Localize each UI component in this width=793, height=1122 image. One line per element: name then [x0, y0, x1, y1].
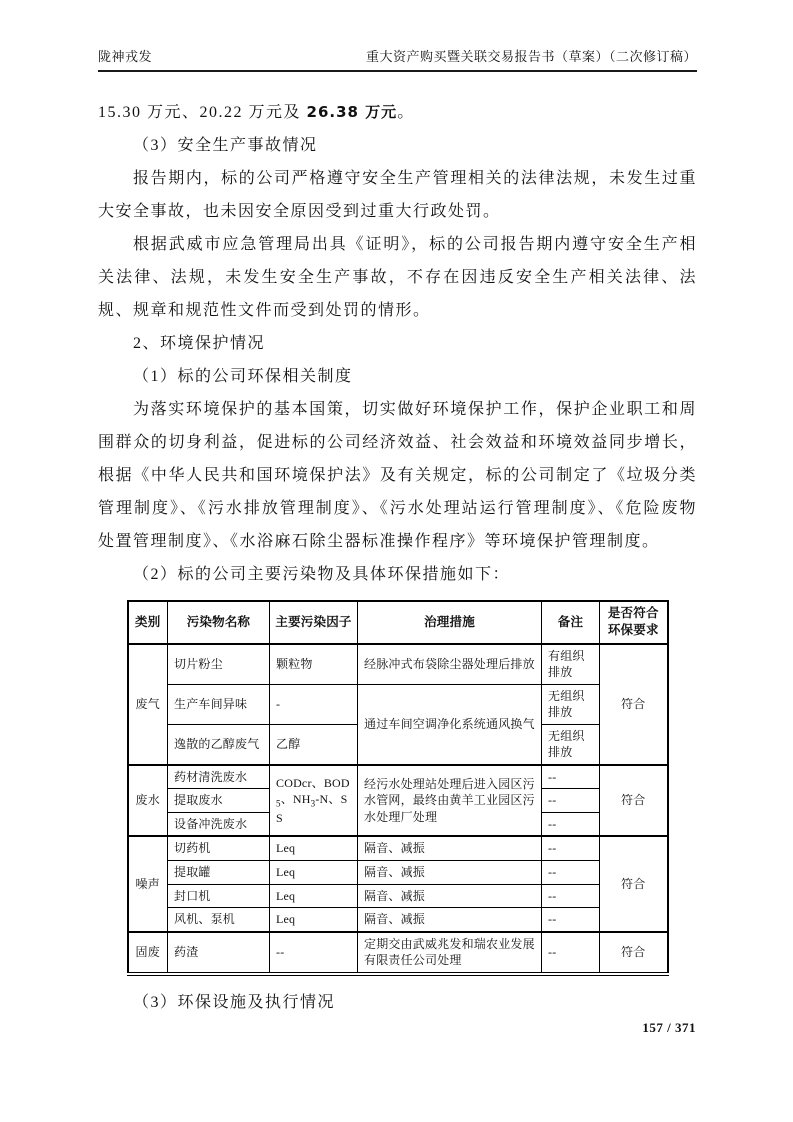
- paragraph-safety-1: 报告期内，标的公司严格遵守安全生产管理相关的法律法规，未发生过重大安全事故，也未因安全原因受到过重大行政处罚。: [98, 170, 697, 220]
- table-cell: --: [542, 884, 600, 908]
- document-body: [98, 96, 697, 1019]
- table-cell: 药渣: [168, 932, 270, 974]
- page-number: 157 / 371: [642, 1020, 696, 1035]
- table-cell: 设备冲洗废水: [168, 812, 270, 836]
- table-cell: 固废: [128, 932, 168, 974]
- table-cell: --: [542, 908, 600, 932]
- table-cell: 经污水处理站处理后进入园区污水管网，最终由黄羊工业园区污水处理厂处理: [358, 765, 542, 837]
- table-row: [128, 836, 668, 860]
- table-cell: --: [542, 860, 600, 884]
- table-cell: CODcr、$BOD_5$、$NH_3-N$、SS: [270, 765, 358, 837]
- table-cell: 封口机: [168, 884, 270, 908]
- table-cell: 经脉冲式布袋除尘器处理后排放: [358, 644, 542, 685]
- paragraph-safety-2: 根据武威市应急管理局出具《证明》，标的公司报告期内遵守安全生产相关法律、法规，未发生安全生产事故，不存在因违反安全生产相关法律、法规、规章和规范性文件而受到处罚的情形。: [98, 236, 697, 319]
- table-cell: 隔音、减振: [358, 884, 542, 908]
- table-cell: 无组织排放: [542, 684, 600, 724]
- table-header-row: [128, 601, 668, 644]
- table-cell: Leq: [270, 836, 358, 860]
- heading-env-facilities: （3）环保设施及执行情况: [133, 993, 336, 1011]
- table-cell: 隔音、减振: [358, 860, 542, 884]
- table-cell: --: [542, 812, 600, 836]
- table-cell: 定期交由武威兆发和瑞农业发展有限责任公司处理: [358, 932, 542, 974]
- table-row: [128, 765, 668, 789]
- amounts-period: 。: [397, 104, 415, 121]
- heading-environment: 2、环境保护情况: [133, 335, 266, 352]
- table-cell: --: [542, 836, 600, 860]
- table-cell: 有组织排放: [542, 644, 600, 685]
- table-cell: 废水: [128, 765, 168, 837]
- col-header-treatment: 治理措施: [358, 601, 542, 644]
- report-title: 重大资产购买暨关联交易报告书（草案）（二次修订稿）: [365, 49, 697, 64]
- col-header-category: 类别: [128, 601, 168, 644]
- table-cell: 符合: [600, 644, 668, 765]
- table-cell: 噪声: [128, 836, 168, 931]
- table-row: [128, 932, 668, 974]
- table-cell: 隔音、减振: [358, 836, 542, 860]
- heading-safety-accidents: （3）安全生产事故情况: [133, 137, 318, 154]
- table-cell: 药材清洗废水: [168, 765, 270, 789]
- table-cell: Leq: [270, 908, 358, 932]
- table-row: [128, 908, 668, 932]
- running-header: [98, 46, 697, 72]
- amounts-text: 15.30 万元、20.22 万元及: [98, 104, 307, 121]
- col-header-pollutant-name: 污染物名称: [168, 601, 270, 644]
- heading-env-system: （1）标的公司环保相关制度: [133, 368, 353, 385]
- table-cell: 无组织排放: [542, 724, 600, 765]
- table-cell: Leq: [270, 860, 358, 884]
- table-cell: 符合: [600, 765, 668, 837]
- col-header-remark: 备注: [542, 601, 600, 644]
- table-cell: --: [542, 789, 600, 813]
- table-cell: 符合: [600, 932, 668, 974]
- table-cell: -: [270, 684, 358, 724]
- table-cell: --: [542, 765, 600, 789]
- table-cell: 切片粉尘: [168, 644, 270, 685]
- table-cell: 通过车间空调净化系统通风换气: [358, 684, 542, 765]
- table-row: [128, 644, 668, 685]
- table-cell: 符合: [600, 836, 668, 931]
- company-short-name: 陇神戎发: [98, 49, 153, 64]
- table-cell: 颗粒物: [270, 644, 358, 685]
- table-cell: 乙醇: [270, 724, 358, 765]
- table-cell: --: [270, 932, 358, 974]
- table-body: [128, 644, 668, 974]
- pollution-control-table: [127, 600, 669, 976]
- table-cell: 切药机: [168, 836, 270, 860]
- paragraph-env-system: 为落实环境保护的基本国策，切实做好环境保护工作，保护企业职工和周围群众的切身利益，促进标的公司经济效益、社会效益和环境效益同步增长，根据《中华人民共和国环境保护法》及有关规定，标的公司制定了《垃圾分类管理制度》、《污水排放管理制度》、《污水处理站运行管理制度》、《危险废物处置管理制度》、《水浴麻石除尘器标准操作程序》等环境保护管理制度。: [98, 401, 697, 550]
- table-row: [128, 684, 668, 724]
- col-header-compliance: 是否符合环保要求: [600, 601, 668, 644]
- table-cell: 废气: [128, 644, 168, 765]
- table-row: [128, 884, 668, 908]
- table-cell: 提取罐: [168, 860, 270, 884]
- table-cell: 隔音、减振: [358, 908, 542, 932]
- amounts-bold-value: 26.38 万元: [306, 103, 398, 121]
- table-cell: 逸散的乙醇废气: [168, 724, 270, 765]
- paragraph-amounts: [98, 96, 697, 129]
- table-cell: Leq: [270, 884, 358, 908]
- col-header-main-factor: 主要污染因子: [270, 601, 358, 644]
- heading-pollutants: （2）标的公司主要污染物及具体环保措施如下：: [133, 566, 511, 583]
- table-cell: 提取废水: [168, 789, 270, 813]
- table-cell: --: [542, 932, 600, 974]
- table-cell: 生产车间异味: [168, 684, 270, 724]
- table-cell: 风机、泵机: [168, 908, 270, 932]
- table-row: [128, 860, 668, 884]
